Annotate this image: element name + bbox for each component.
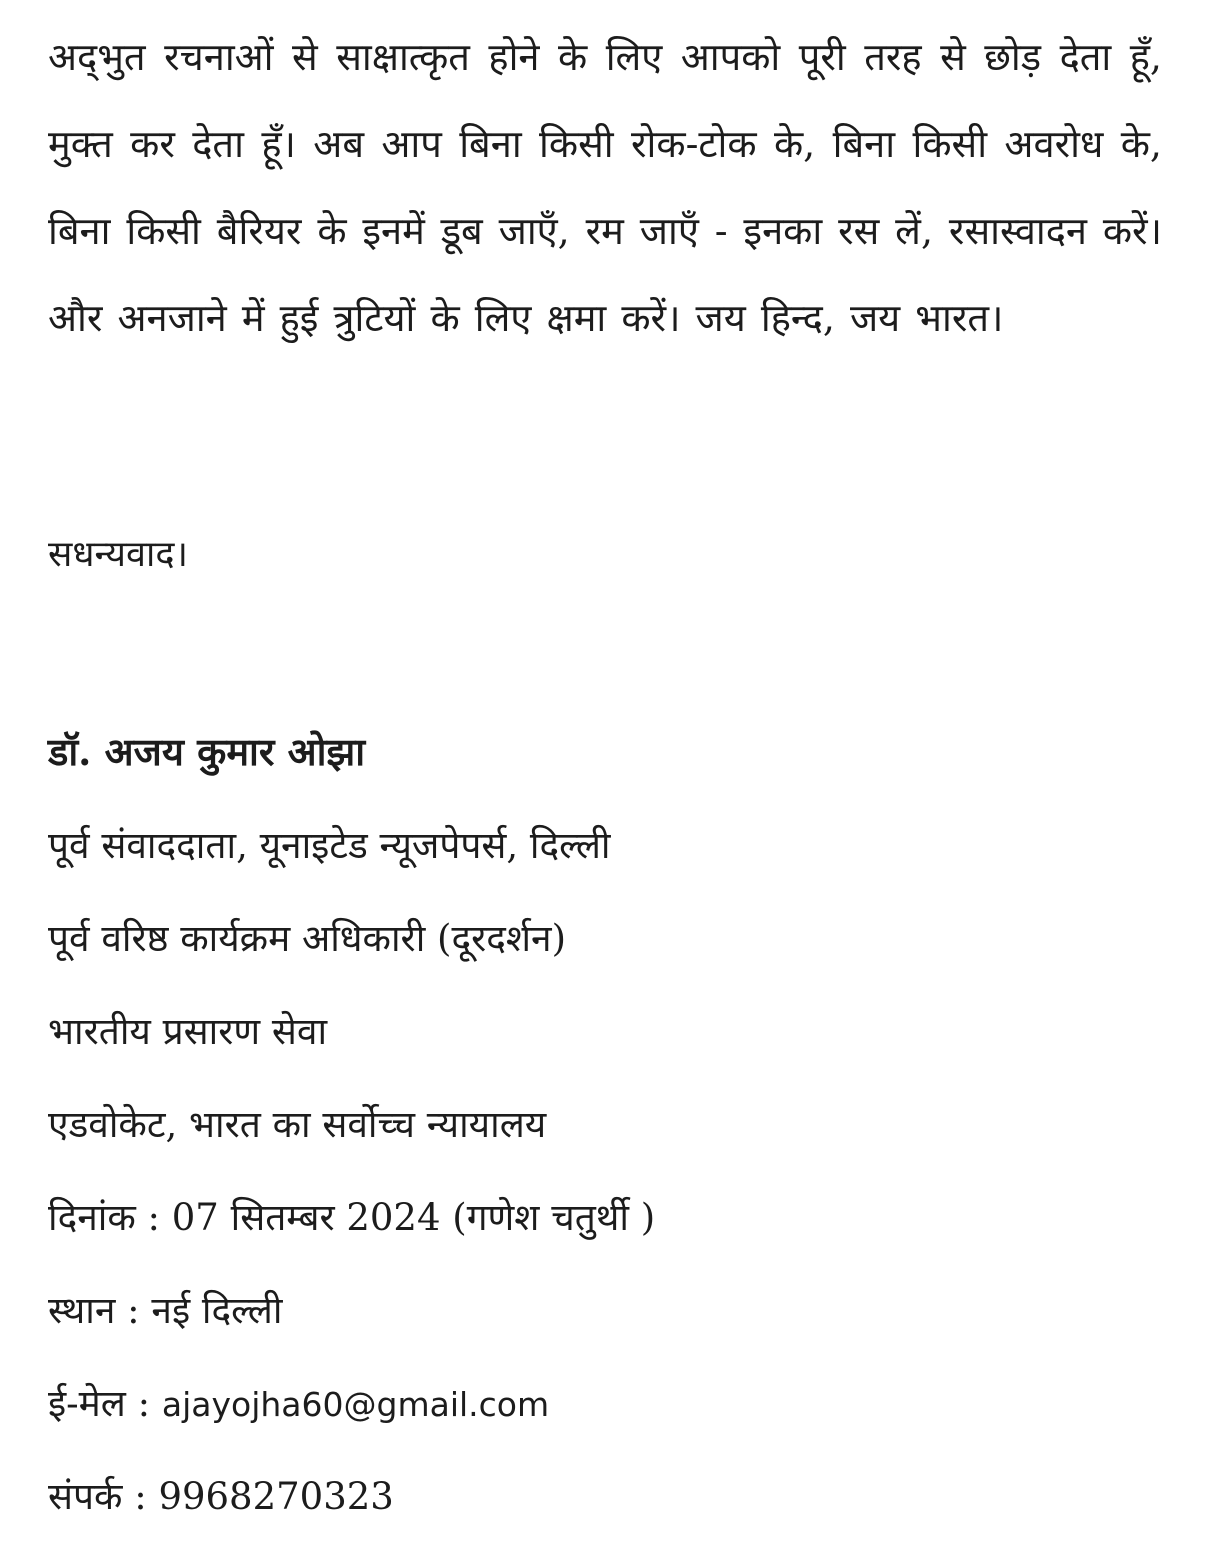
contact-line bbox=[48, 1450, 1162, 1543]
letter-paragraph-text: अद्‌भुत रचनाओं से साक्षात्कृत होने के लिए आपको पूरी तरह से छोड़ देता हूँ, मुक्त कर देता हूँ। अब आप बिना किसी रोक-टोक के, बिना किसी अवरोध के, बिना किसी बैरियर के इनमें डूब जाएँ, रम जाएँ - इनका रस लें, रसास्वादन करें। और अनजाने में हुई त्रुटियों bbox=[48, 35, 1162, 340]
designation-line-4: एडवोकेट, भारत का सर्वोच्च न्यायालय bbox=[48, 1103, 547, 1146]
closing-thanks: सधन्यवाद। bbox=[48, 534, 189, 575]
designation-line-3: भारतीय प्रसारण सेवा bbox=[48, 1010, 328, 1053]
place-value: नई दिल्ली bbox=[151, 1289, 283, 1332]
date-line bbox=[48, 1171, 1162, 1264]
letter-page bbox=[48, 0, 1162, 1518]
designation-line-1: पूर्व संवाददाता, यूनाइटेड न्यूजपेपर्स, दिल्ली bbox=[48, 824, 611, 867]
date-value: 07 सितम्बर 2024 (गणेश चतुर्थी ) bbox=[171, 1196, 656, 1239]
author-name: डॉ. अजय कुमार ओझा bbox=[48, 729, 366, 774]
date-label: दिनांक : bbox=[48, 1196, 160, 1239]
email-label: ई-मेल : bbox=[48, 1382, 151, 1425]
place-line bbox=[48, 1264, 1162, 1357]
email-address-link[interactable]: ajayojha60@gmail.com bbox=[161, 1385, 550, 1424]
contact-label: संपर्क : bbox=[48, 1475, 147, 1518]
letter-paragraph bbox=[48, 0, 1162, 362]
place-label: स्थान : bbox=[48, 1289, 140, 1332]
letter-paragraph-tail: के लिए क्षमा करें। जय हिन्द, जय भारत। bbox=[430, 296, 1004, 340]
designation-line-2: पूर्व वरिष्ठ कार्यक्रम अधिकारी (दूरदर्शन) bbox=[48, 917, 567, 960]
email-line bbox=[48, 1357, 1162, 1450]
contact-number: 9968270323 bbox=[158, 1475, 394, 1518]
signature-block bbox=[48, 705, 1162, 1543]
